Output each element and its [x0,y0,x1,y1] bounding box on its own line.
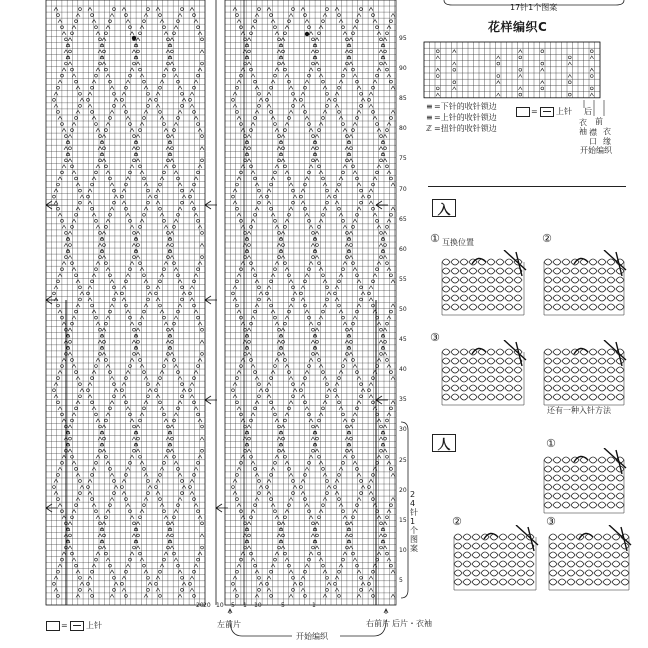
row-number: 5 [399,577,403,584]
t1-swatch-1 [438,250,528,320]
technique-1-section [420,190,648,420]
legend-eq: = [61,621,68,630]
pattern-c-grid [423,41,618,103]
row-number: 80 [399,125,407,133]
start-arrows [0,608,420,648]
pattern-c-title: 花样编织C [488,20,548,34]
row-number: 90 [399,65,407,73]
t1-swap-label: 互换位置 [442,238,474,247]
column-number: 20 [196,602,204,609]
t1-alt-note: 还有一种入针方法 [547,406,611,415]
c-side-sleeve: 衣袖 [579,118,587,136]
technique-1-symbol: 入 [432,199,456,217]
top-repeat-label: 17针1个图案 [510,3,558,12]
column-number: 20 [203,602,211,609]
column-number: 5 [281,602,285,609]
t2-swatch-1 [540,448,630,518]
repeat-label: 24针1个图案 [410,490,418,553]
row-number: 75 [399,155,407,163]
c-side-start: 开始编织 [580,146,612,155]
row-number: 45 [399,336,407,344]
section-divider [428,186,626,187]
row-number: 20 [399,486,407,494]
c-legend-eq: = [531,107,538,116]
row-number: 10 [399,546,407,554]
row-number: 95 [399,35,407,42]
row-number: 70 [399,185,407,193]
row-number: 25 [399,456,407,464]
repeat-bracket [400,420,410,600]
t1-step-1: ① [430,232,440,245]
label-left-front: 左前片 [217,620,241,629]
c-side-edge: 缘 [603,137,611,146]
row-number: 85 [399,95,407,103]
technique-2-symbol: 人 [432,434,456,452]
c-side-neck: 襟口 [589,128,597,146]
row-number: 60 [399,245,407,253]
note-text: =扭针的收针锁边 [434,124,497,133]
c-legend-purl [540,107,554,117]
row-number: 40 [399,366,407,374]
t1-swatch-4 [540,340,630,410]
label-back-sleeve: 后片・衣袖 [392,619,432,628]
t2-step-2: ② [452,515,462,528]
note-text: =下针的收针锁边 [434,102,497,111]
column-number: 10 [216,602,224,609]
t2-swatch-2 [450,525,545,600]
pattern-c-section [420,0,648,190]
t2-step-1: ① [546,437,556,450]
c-side-leaders [580,100,620,120]
t2-step-3: ③ [546,515,556,528]
c-legend-blank [516,107,530,117]
c-side-front: 前 [595,117,603,126]
column-number: 10 [254,602,262,609]
row-number: 15 [399,516,407,524]
row-number: 55 [399,275,407,283]
note-text: =上针的收针锁边 [434,113,497,122]
t1-swatch-3 [438,340,528,410]
row-number: 30 [399,426,407,434]
note-symbol: ℤ [426,124,432,133]
label-start-knitting: 开始编织 [296,632,328,641]
t2-swatch-3 [545,525,635,600]
row-number: 50 [399,306,407,313]
legend-purl-text: 上针 [86,621,102,630]
c-side-clothes: 衣 [603,127,611,136]
column-number: 1 [312,602,316,609]
column-number: 5 [231,602,235,609]
t1-step-3: ③ [430,331,440,344]
label-right-front: 右前片 [366,619,390,628]
column-number: 1 [243,602,247,609]
technique-2-section [420,420,648,620]
note-symbol: ≡ [426,102,433,111]
c-side-back: 后 [584,107,592,116]
t1-swatch-2 [540,250,630,320]
note-symbol: ≡ [426,113,433,122]
t1-step-2: ② [542,232,552,245]
row-number: 65 [399,215,407,223]
row-number: 35 [399,396,407,404]
c-legend-text: 上针 [556,107,572,116]
